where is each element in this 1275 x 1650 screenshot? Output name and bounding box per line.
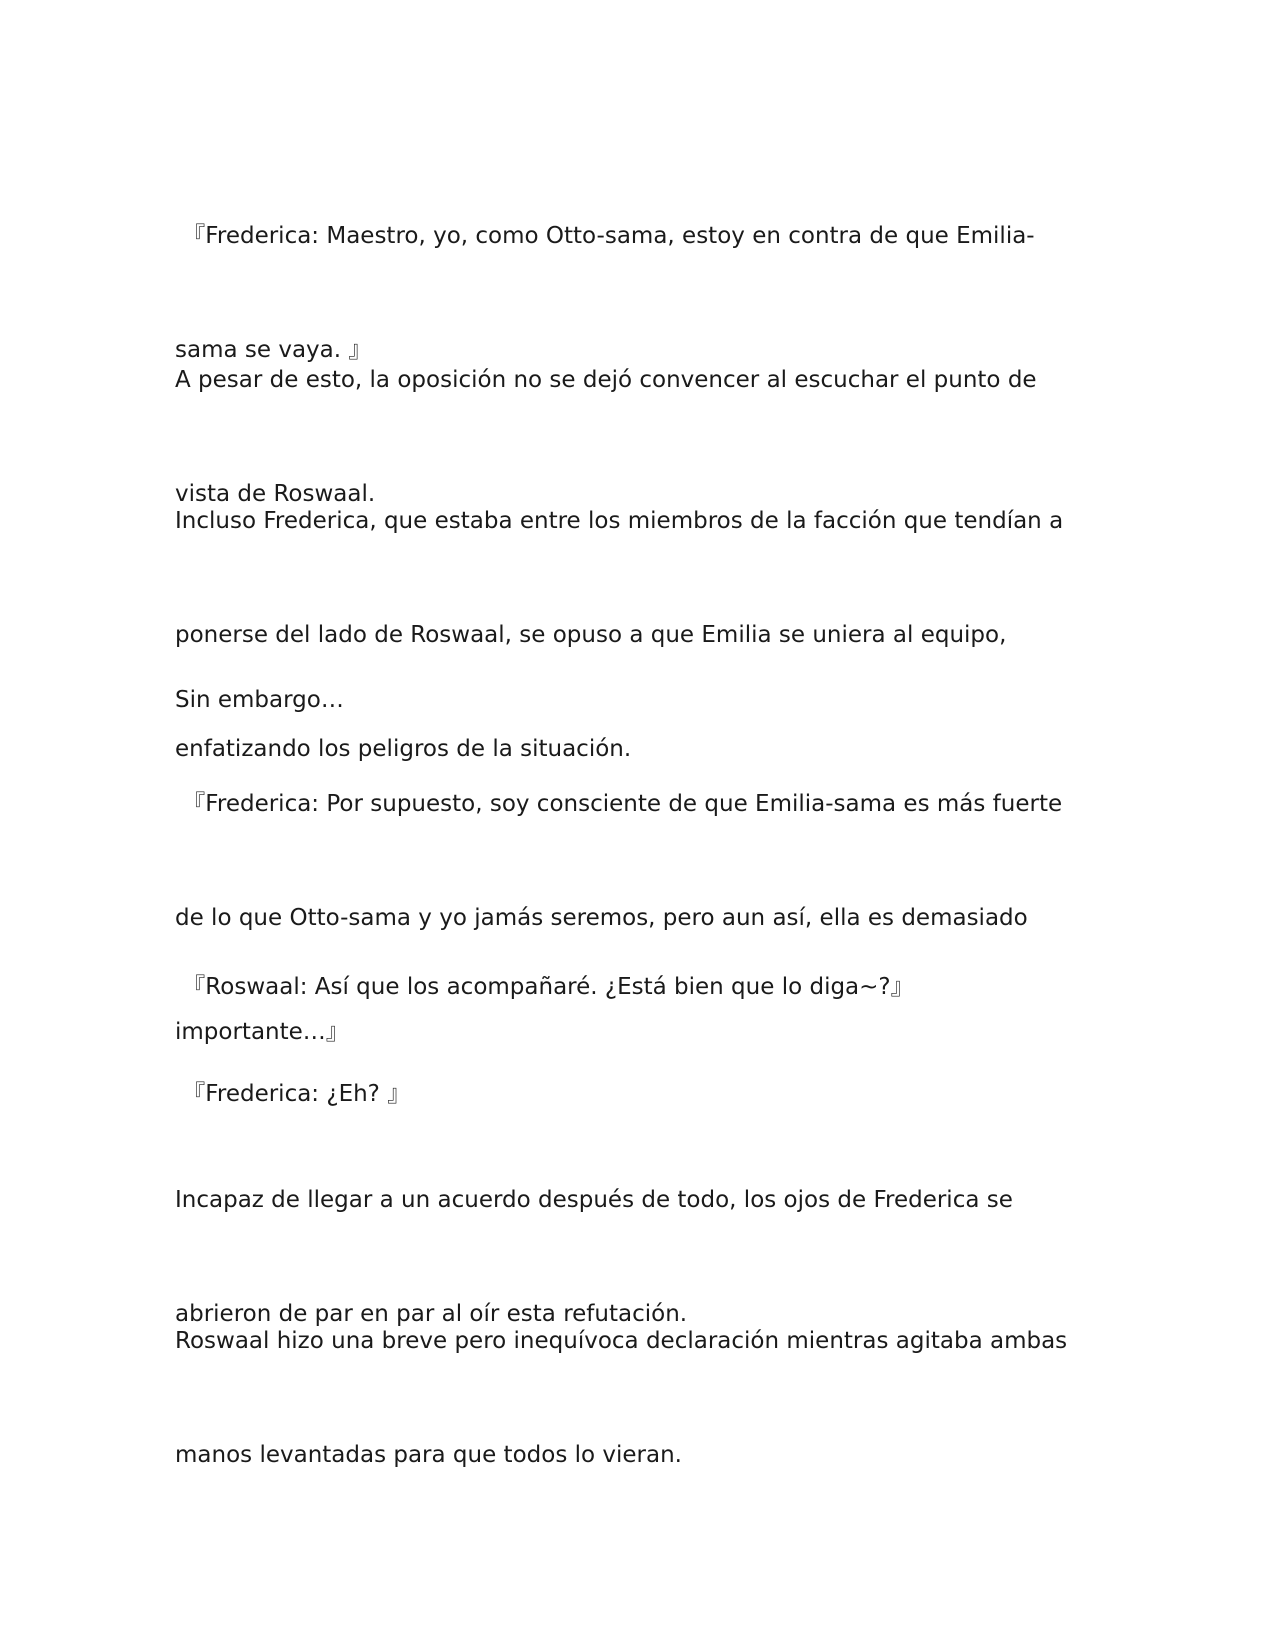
text-line: A pesar de esto, la oposición no se dejó convencer al escuchar el punto de bbox=[175, 367, 1037, 393]
text-line: ponerse del lado de Roswaal, se opuso a que Emilia se uniera al equipo, bbox=[175, 622, 1007, 648]
text-line: sama se vaya. 』 bbox=[175, 337, 372, 363]
text-line: 『Roswaal: Así que los acompañaré. ¿Está bien que lo diga~?』 bbox=[175, 974, 914, 1000]
text-line: 『Frederica: Por supuesto, soy consciente de que Emilia-sama es más fuerte bbox=[175, 791, 1063, 817]
text-line: enfatizando los peligros de la situación. bbox=[175, 736, 632, 762]
text-line: 『Frederica: Maestro, yo, como Otto-sama, estoy en contra de que Emilia- bbox=[175, 223, 1035, 249]
text-line: Sin embargo… bbox=[175, 687, 344, 713]
paragraph-roswaal-declaration bbox=[175, 1246, 1095, 1550]
text-line: Incluso Frederica, que estaba entre los miembros de la facción que tendían a bbox=[175, 508, 1064, 534]
text-line: importante…』 bbox=[175, 1019, 349, 1045]
text-line: Incapaz de llegar a un acuerdo después de todo, los ojos de Frederica se bbox=[175, 1187, 1013, 1213]
text-line: manos levantadas para que todos lo vieran. bbox=[175, 1442, 682, 1468]
text-line: vista de Roswaal. bbox=[175, 481, 376, 507]
text-line: de lo que Otto-sama y yo jamás seremos, pero aun así, ella es demasiado bbox=[175, 905, 1028, 931]
text-line: 『Frederica: ¿Eh? 』 bbox=[175, 1081, 411, 1107]
text-line: Roswaal hizo una breve pero inequívoca declaración mientras agitaba ambas bbox=[175, 1328, 1068, 1354]
text-line: abrieron de par en par al oír esta refutación. bbox=[175, 1301, 688, 1327]
